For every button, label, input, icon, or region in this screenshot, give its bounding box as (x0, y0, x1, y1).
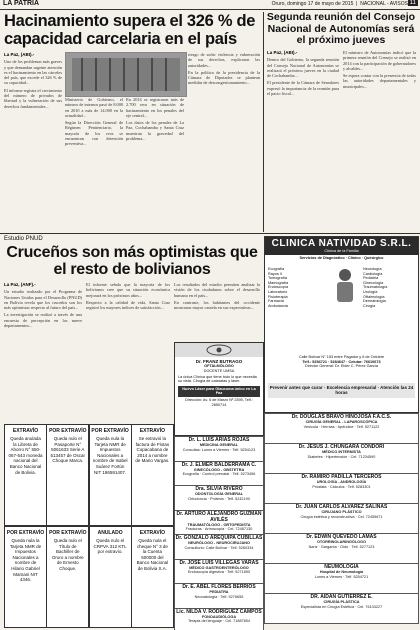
page-number: 11 (409, 0, 416, 6)
burtrago-logo-strip (175, 343, 263, 357)
service-item: Farmacia (268, 299, 284, 304)
classified-text: Queda anulada la Libreta de Ahorro N° 550-067-543 moneda nacional del Banco Nacional de Bolivia. (8, 436, 43, 475)
service-item: Ginecología (363, 280, 384, 285)
doctor-specialty: GINECÓLOGO - OBSTETRA (193, 467, 245, 472)
doctor-specialty: MÉDICO GASTROENTERÓLOGO (189, 565, 249, 570)
doctor-info: Lunes a Viernes · Telf. 5254721 (314, 574, 369, 579)
service-item: Ambulancia (268, 303, 288, 308)
doctor-name: Dr. JUAN CARLOS ALVAREZ SALINAS (295, 504, 388, 510)
doctor-info: Ecografía · Control prenatal · Telf. 5273456 (182, 472, 256, 477)
masthead-bar (0, 0, 420, 10)
doctor-card (174, 436, 264, 462)
doctor-specialty: CIRUGÍA GENERAL - LAPAROSCÓPICA (305, 420, 378, 424)
doctor-card (174, 485, 264, 511)
story2-paragraph: El presidente de la Cámara de Senadores expresó la importancia de la reunión para el pacto fiscal... (267, 80, 339, 97)
story3-paragraph: La investigación se realizó a través de una encuesta de percepción en los nueve departamentos... (4, 312, 82, 329)
story3-section-label: Estudio PNUD (4, 236, 43, 242)
doctor-name: Dr. JESÚS J. CHUNGARA CONDORI (298, 444, 385, 450)
doctor-name: Dr. JOSÉ LUIS VILLEGAS VARAS (179, 559, 259, 566)
story3-column-1 (4, 282, 82, 422)
story1-paragraph: riesgo de sufrir violencia y vulneración de sus derechos, explicaron las autoridades... (188, 52, 260, 68)
doctor-name: Dr. GONZALO AREQUIPA CUBILLAS (175, 535, 263, 541)
doctor-name: Dr. RAMIRO PADILLA TERCEROS (301, 474, 382, 480)
clinica-logo (331, 267, 359, 309)
clinica-header (265, 237, 418, 255)
classified-text: Queda nulo el Título de Bachiller de Oruro a nombre de Ernesto Choque. (51, 538, 84, 571)
doctor-specialty: CIRUJANO PLÁSTICO (321, 510, 362, 514)
story3-byline: La Paz, (ANF).- (4, 282, 36, 287)
classified-text: Se extravió la factura de Flotas Copacabana de 2014 a nombre de Mario Vargas. (135, 436, 170, 464)
story1-paragraph: Los datos de los penales de La Paz, Cochabamba y Santa Cruz muestran la gravedad del problema... (126, 120, 184, 142)
column-divider (263, 12, 264, 232)
classified-text: Queda nula la Tarjeta NMR de Impuestos Nacionales a nombre de Isabel Suárez Fortún NIT 186591407. (92, 436, 128, 475)
story3-column-2 (86, 282, 170, 422)
clinica-address: Calle Bolívar N° 153 entre Pagador y 6 de Octubre (298, 355, 385, 359)
clinica-services-right (363, 267, 415, 308)
doctor-specialty: PEDIATRA (209, 590, 229, 594)
doctor-card (174, 534, 264, 560)
clinica-promo: Prevenir antes que curar · Excelencia empresarial · Atención las 24 horas (268, 383, 415, 398)
doctor-card (174, 608, 264, 630)
ad-dr-burtrago (174, 342, 264, 436)
classified-text: Queda nula el cheque N° 3 de la Cuenta 500000 del Banco Nacional de Bolivia S.A. (136, 538, 169, 571)
doctor-info: Próstata · Cálculos · Telf. 5283301 (312, 484, 371, 489)
newspaper-brand: LA PATRIA (3, 0, 40, 7)
service-item: Oftalmología (363, 294, 385, 299)
story3-paragraph: El informe señala que la mayoría de los bolivianos cree que su situación económica mejorará en los próximos años... (86, 282, 170, 298)
prison-photo-graphic (66, 53, 186, 96)
classified-title: POR EXTRAVÍO (49, 428, 87, 434)
service-item: Urología (363, 289, 378, 294)
clinica-title: CLINICA NATIVIDAD S.R.L. (271, 238, 412, 249)
section-name: NACIONAL - AVISOS (360, 1, 408, 7)
doctor-specialty: ODONTOLOGÍA GENERAL (194, 492, 244, 496)
burtrago-highlight: Nuevo Láser para Glaucoma único en La Paz (178, 386, 260, 397)
story3-paragraph: Un estudio realizado por el Programa de Naciones Unidas para el Desarrollo (PNUD) en Bolivia revela que los cruceños son los más optimistas respecto al futuro del país... (4, 289, 82, 311)
doctor-name: Dr. DOUGLAS BRAVO HINOJOSA F.A.C.S. (291, 414, 392, 420)
burtrago-name: Dr. FRANZ BUTRAGO (195, 359, 243, 364)
doctor-card (174, 510, 264, 536)
classified-text: Queda nulo el CRPVA 312 KTL por extravío. (93, 538, 127, 555)
classified-text: Queda nulo el Pasaporte N° 5061633 Serie A 513457 de Oscar Choque Marca. (50, 436, 86, 464)
clinica-subtitle: Clínica de la Familia (324, 249, 359, 253)
prison-photo (65, 52, 187, 97)
doctor-name: Dra. SILVIA RIVERO (195, 486, 243, 492)
doctor-specialty: NEURÓLOGO - NEUROCIRUJANO (188, 541, 250, 545)
doctor-name: Dr. L. LUIS ARIAS ROJAS (188, 437, 250, 443)
doctor-name: Dr. EDWIN QUEVEDO LAMAS (306, 534, 377, 540)
classified-ad (89, 526, 132, 628)
story1-paragraph: En la política de la presidencia de la Cámara de Diputados se plantean medidas de descongestionamiento... (188, 69, 260, 86)
story2-paragraph: Dentro del Gobierno, la segunda reunión del Consejo Nacional de Autonomías se realizará el próximo jueves en la ciudad de Cochabamba... (267, 57, 339, 79)
doctor-specialty: Hospital de Neumología (319, 570, 364, 574)
story1-column-4 (188, 52, 260, 232)
doctor-name: DR. AIDAN GUTIÉRREZ E. (310, 594, 373, 600)
story3-paragraph: En contraste, los habitantes del occidente mostraron mayor cautela en sus expectativas... (174, 299, 260, 311)
doctor-card (264, 593, 419, 624)
doctor-info: Consultas: Lunes a Viernes · Telf. 5254123 (182, 447, 256, 452)
clinica-director: Director General: Dr. Elder C. Pérez García (304, 364, 378, 369)
doctor-card (174, 559, 264, 585)
doctor-specialty: MÉDICO INTERNISTA (322, 450, 361, 454)
doctor-name: Dr. E. ABEL FLORES BERRIOS (182, 584, 256, 590)
service-item: Dermatología (363, 299, 386, 304)
story2-column-2 (343, 50, 416, 232)
story2-column-1 (267, 50, 339, 232)
classified-title: POR EXTRAVÍO (91, 428, 129, 434)
service-item: Mamografía (268, 280, 289, 285)
date-text: Oruro, domingo 17 de mayo de 2015 (271, 1, 354, 7)
doctor-info: Vesícula · Hernias · Apéndice · Telf. 5271122 (303, 424, 380, 429)
doctor-card (264, 473, 419, 504)
classified-ad (131, 526, 174, 628)
doctor-specialty: TRAUMATÓLOGO - ORTOPEDISTA (187, 522, 251, 527)
story3-column-3 (174, 282, 260, 340)
doctor-info: Neonatología · Telf. 5276655 (194, 594, 244, 599)
story1-paragraph: Uno de los problemas más graves y que demandan urgente atención es el hacinamiento en las cárceles del país, que excede el 326 % de su capacidad... (4, 59, 62, 86)
section-divider (0, 233, 420, 234)
dateline: Oruro, domingo 17 de mayo de 2015 | NACIONAL - AVISOS (271, 1, 408, 7)
doctor-specialty: UROLOGÍA - ANDROLOGÍA (316, 480, 367, 484)
service-item: Laboratorio (268, 289, 288, 294)
doctor-card (174, 461, 264, 487)
doctor-info: Nariz · Garganta · Oído · Telf. 5277123 (308, 544, 375, 549)
doctor-info: Terapia del lenguaje · Cel. 71887654 (187, 619, 251, 624)
doctor-info: Diabetes · Hipertensión · Cel. 71234590 (307, 454, 376, 459)
story1-paragraph: En 2014 se registraron más de 2.700 reos en situación de hacinamiento en los penales del eje central... (126, 97, 184, 118)
classified-ad (4, 526, 47, 628)
doctor-name: Dr. ARTURO ALEJANDRO GUZMÁN AVILÉS (176, 510, 262, 523)
classified-title: POR EXTRAVÍO (49, 530, 87, 536)
service-item: Neurología (363, 267, 382, 271)
clinica-tagline: Servicios de Diagnóstico · Clínico · Quirúrgico (299, 255, 384, 260)
story1-column-1 (4, 52, 62, 232)
service-item: Rayos X (268, 271, 283, 276)
clinica-services-left (268, 267, 332, 308)
story3-headline: Cruceños son más optimistas que el resto de bolivianos (6, 244, 258, 278)
classified-title: POR EXTRAVÍO (6, 530, 45, 536)
classified-title: ANULADO (97, 530, 123, 536)
doctor-info: Especialista en Cirugía Estética · Cel. 76133227 (300, 604, 383, 609)
service-item: Ecografía (268, 267, 285, 271)
doctor-card (264, 413, 419, 444)
doctor-specialty: FONOAUDIÓLOGA (201, 614, 237, 619)
doctor-specialty: OTORRINOLARINGÓLOGO (316, 540, 367, 544)
burtrago-address: Dirección: Av. 6 de Marzo Nº 2395, Telf.: 2850714 (185, 397, 253, 407)
doctor-info: Fracturas · Artroscopía · Cel. 72487130 (185, 527, 253, 532)
doctor-card (264, 563, 419, 594)
classified-text: Queda nula la Tarjeta NMR de Impuestos Nacionales a nombre de Hilario Gabriel Mamani NIT 4346. (9, 538, 42, 583)
doctor-info: Ortodoncia · Prótesis · Telf. 5242190 (188, 496, 250, 501)
classified-title: EXTRAVÍO (139, 530, 165, 536)
clinica-contact (268, 355, 415, 369)
story3-paragraph: Respecto a la calidad de vida, Santa Cruz registró los mayores índices de satisfacción... (86, 299, 170, 311)
story1-column-3 (126, 97, 184, 232)
service-item: Cirugía (363, 303, 376, 308)
story1-paragraph: Según la Dirección General de Régimen Penitenciario, la mayoría de los reos se encuentran con detención preventiva... (65, 120, 123, 147)
classified-ad (46, 526, 89, 628)
doctor-info: Cirugía estética y reconstructiva · Cel. 72455671 (300, 514, 383, 519)
ad-clinica-natividad (264, 236, 419, 413)
service-item: Cardiología (363, 271, 383, 276)
classified-ad (4, 424, 47, 526)
story2-paragraph: Se espera contar con la presencia de todas las autoridades departamentales y municipales... (343, 73, 416, 89)
story1-paragraph: Ministerio de Gobierno, el número de internos pasó de 8.000 en 2010 a más de 14.000 en la actualidad... (65, 97, 123, 118)
story2-byline: La Paz, (ABI).- (267, 50, 298, 55)
classified-ad (46, 424, 89, 526)
doctor-specialty: CIRUGÍA PLÁSTICA (323, 600, 360, 604)
service-item: Traumatología (363, 285, 388, 290)
doctor-card (264, 503, 419, 534)
burtrago-extra: DOCENTE UMSA (203, 369, 235, 373)
story2-headline: Segunda reunión del Consejo Nacional de Autonomías será el próximo jueves (266, 11, 416, 46)
doctor-info: Endoscopía digestiva · Telf. 5271890 (187, 570, 251, 575)
classified-title: EXTRAVÍO (139, 428, 165, 434)
service-item: Fisioterapia (268, 294, 288, 299)
story1-column-2 (65, 97, 123, 232)
doctor-specialty: MEDICINA GENERAL (199, 443, 239, 447)
doctor-info: Consultorio: Calle Bolívar · Telf. 5260334 (184, 545, 254, 550)
story1-headline: Hacinamiento supera el 326 % de capacidad carcelaria en el país (4, 12, 256, 48)
family-icon (331, 267, 359, 309)
doctor-name: Dr. J. ELMER BALDERRAMA C. (181, 461, 257, 468)
service-item: Pediatría (363, 276, 379, 281)
story1-paragraph: El informe registra el crecimiento del número de privados de libertad y la vulneración de sus derechos fundamentales... (4, 87, 62, 109)
doctor-name: Lic. NILDA V. RODRÍGUEZ CAMPOS (176, 608, 262, 615)
burtrago-text: La única Clínica que tiene todo lo que necesita su vista. Cirugía de cataratas y láser. (178, 374, 257, 384)
classified-ad (89, 424, 132, 526)
classified-title: EXTRAVÍO (12, 428, 39, 434)
doctor-card (264, 533, 419, 564)
service-item: Endoscopía (268, 285, 289, 290)
clinica-phones: Telf.: 5254721 · 5284647 · Celular: 76610673 (302, 359, 381, 364)
service-item: Tomografía (268, 276, 287, 281)
doctor-name: NEUMOLOGÍA (324, 564, 359, 570)
classified-ad (131, 424, 174, 526)
eye-icon (175, 343, 263, 357)
story1-byline: La Paz, (ABI).- (4, 52, 35, 57)
burtrago-specialty: OFTALMÓLOGO (204, 364, 234, 369)
doctor-card (264, 443, 419, 474)
story2-paragraph: El ministro de Autonomías indicó que la primera reunión del Consejo se realizó en 2014 con la participación de gobernadores y alcaldes... (343, 50, 416, 71)
doctor-card (174, 583, 264, 609)
story3-paragraph: Los resultados del estudio permiten analizar la visión de los ciudadanos sobre el desarrollo humano en el país... (174, 282, 260, 298)
